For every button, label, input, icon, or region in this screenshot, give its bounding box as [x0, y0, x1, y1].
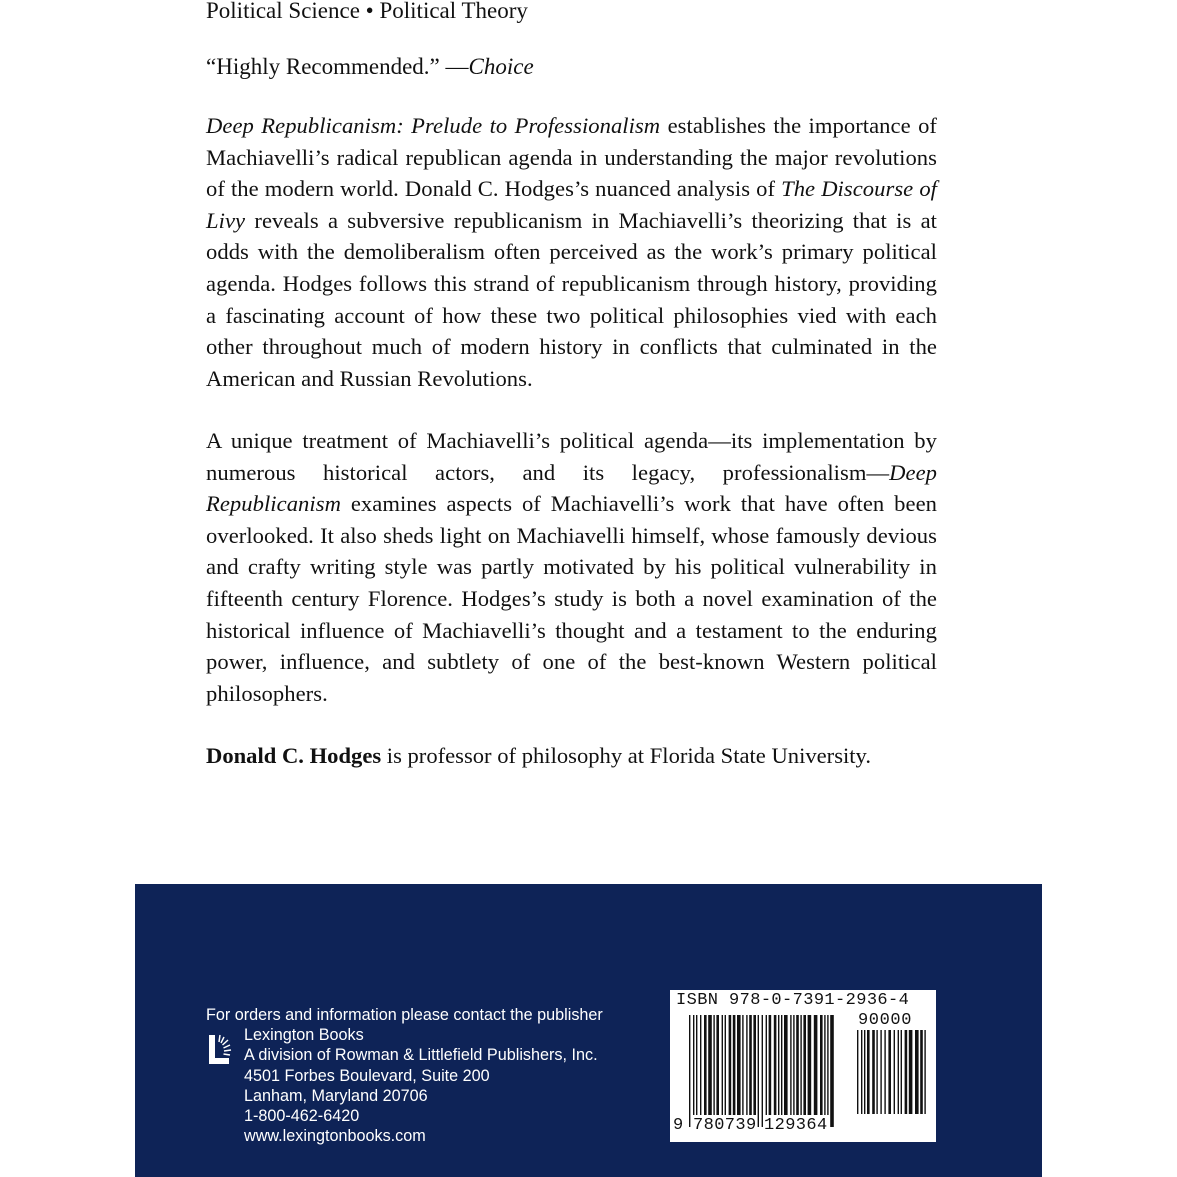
barcode-bar	[894, 1030, 895, 1114]
barcode-bar	[808, 1015, 812, 1115]
barcode-bar	[729, 1015, 732, 1115]
publisher-website[interactable]: www.lexingtonbooks.com	[244, 1127, 426, 1146]
description-text: reveals a subversive republicanism in Machiavelli’s theorizing that is at odds with the demoliberalism often perceived as the work’s primary political agenda. Hodges follows this strand of republicanism through history, providing a fascinating account of how these two political philosophies vied with each other throughout much of modern history in conflicts that culminated in the American and Russian Revolutions.	[206, 207, 937, 391]
publisher-contact	[206, 1005, 603, 1146]
barcode-bar	[758, 1015, 759, 1127]
barcode-bar	[884, 1030, 885, 1114]
publisher-phone: 1-800-462-6420	[244, 1107, 360, 1126]
author-name: Donald C. Hodges	[206, 743, 382, 768]
barcode-bar	[733, 1015, 736, 1115]
publisher-address-2: Lanham, Maryland 20706	[244, 1086, 428, 1105]
description-text: A unique treatment of Machiavelli’s political agenda—its implementation by numerous historical actors, and its legacy, professionalism—	[206, 428, 937, 485]
publisher-name: Lexington Books	[244, 1026, 364, 1045]
description-paragraph-2	[206, 425, 937, 709]
barcode-bar	[827, 1015, 828, 1115]
barcode-bar	[864, 1030, 865, 1114]
barcode-bar	[920, 1030, 923, 1114]
book-title-short: Deep Republicanism	[206, 459, 937, 517]
lexington-logo-icon	[207, 1031, 237, 1067]
barcode-bar	[746, 1015, 747, 1115]
description-text: establishes the importance of Machiavelli’s radical republican agenda in understanding the major revolutions of the modern world. Donald C. Hodges’s nuanced analysis of	[206, 113, 937, 202]
barcode-bar	[793, 1015, 794, 1115]
description-paragraph-1	[206, 110, 937, 394]
barcode-bar	[796, 1015, 799, 1115]
barcode-bar	[725, 1015, 726, 1115]
barcode-bar	[909, 1030, 913, 1114]
author-bio	[206, 740, 871, 771]
ean-barcode-bars	[688, 1015, 838, 1127]
barcode-bar	[824, 1015, 825, 1115]
barcode-bar	[696, 1015, 697, 1115]
review-quote	[206, 52, 534, 82]
work-title: The Discourse of Livy	[206, 176, 937, 233]
barcode-bar	[766, 1015, 767, 1115]
quote-source: Choice	[468, 54, 534, 79]
barcode-bar	[713, 1015, 714, 1115]
contact-intro: For orders and information please contact the publisher	[206, 1006, 603, 1024]
barcode-bar	[880, 1030, 881, 1114]
barcode-bar	[749, 1015, 752, 1115]
barcode-digits-left: 780739	[693, 1116, 757, 1135]
barcode-bar	[693, 1015, 694, 1115]
barcode-bar	[708, 1015, 712, 1115]
barcode-bar	[915, 1030, 919, 1114]
barcode-bar	[689, 1015, 690, 1127]
barcode-bar	[803, 1015, 806, 1115]
barcode-bar	[737, 1015, 741, 1115]
barcode-bar	[898, 1030, 899, 1114]
barcode-bar	[790, 1015, 791, 1115]
category-label: Political Science • Political Theory	[206, 0, 528, 23]
barcode-bar	[716, 1015, 719, 1115]
barcode-bar	[867, 1030, 870, 1114]
publisher-division: A division of Rowman & Littlefield Publishers, Inc.	[244, 1046, 598, 1065]
publisher-address-1: 4501 Forbes Boulevard, Suite 200	[244, 1066, 490, 1085]
barcode-bar	[769, 1015, 772, 1115]
barcode-bar	[901, 1030, 902, 1114]
barcode-bar	[722, 1015, 723, 1115]
barcode-bar	[924, 1030, 925, 1114]
barcode-bar	[814, 1015, 818, 1115]
quote-text: “Highly Recommended.” —	[206, 54, 469, 79]
barcode-bar	[861, 1030, 862, 1114]
barcode-bar	[876, 1030, 877, 1114]
description-text: examines aspects of Machiavelli’s work that have often been overlooked. It also sheds light on Machiavelli himself, whose famously devious and crafty writing style was partly motivated by his political vulnerability in fifteenth century Florence. Hodges’s study is both a novel examination of the historical influence of Machiavelli’s thought and a testament to the enduring power, influence, and subtlety of one of the best-known Western political philosophers.	[206, 491, 937, 706]
isbn-barcode	[670, 990, 936, 1142]
barcode-digits-right: 129364	[764, 1116, 828, 1135]
barcode-bar	[830, 1015, 834, 1127]
barcode-bar	[774, 1015, 777, 1115]
barcode-bar	[762, 1015, 763, 1127]
isbn-number: ISBN 978-0-7391-2936-4	[676, 991, 910, 1010]
barcode-bar	[800, 1015, 801, 1115]
barcode-bar	[753, 1015, 756, 1115]
barcode-bar	[872, 1030, 875, 1114]
barcode-bar	[905, 1030, 908, 1114]
barcode-bar	[778, 1015, 779, 1115]
price-addon-bars	[856, 1030, 932, 1126]
barcode-bar	[888, 1030, 891, 1114]
barcode-bar	[742, 1015, 743, 1115]
barcode-bar	[781, 1015, 782, 1115]
barcode-bar	[857, 1030, 858, 1114]
price-code: 90000	[858, 1011, 913, 1030]
barcode-digit-first: 9	[673, 1116, 684, 1135]
book-title: Deep Republicanism: Prelude to Professionalism	[206, 113, 661, 138]
author-bio-text: is professor of philosophy at Florida State University.	[381, 743, 872, 768]
barcode-bar	[700, 1015, 701, 1115]
barcode-bar	[784, 1015, 788, 1115]
barcode-bar	[820, 1015, 823, 1115]
barcode-bar	[704, 1015, 707, 1115]
